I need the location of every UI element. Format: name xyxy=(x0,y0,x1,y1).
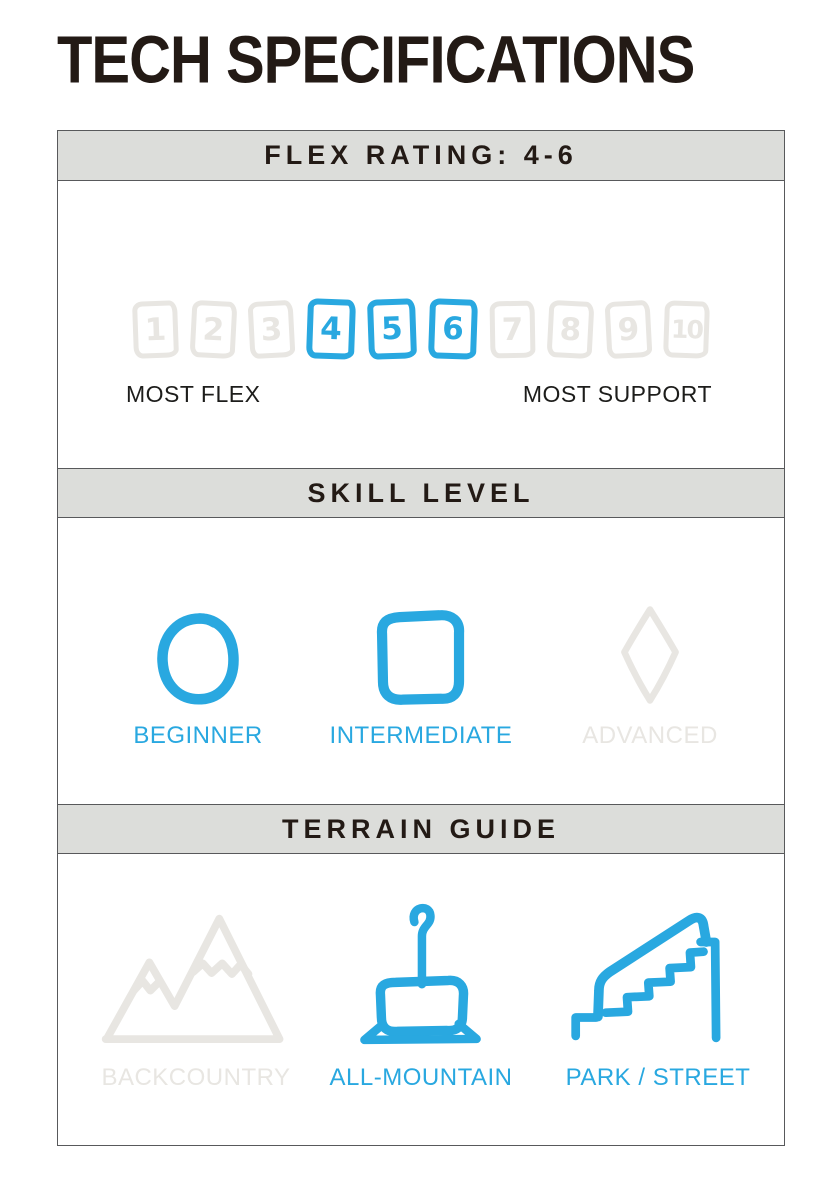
skill-item-label: BEGINNER xyxy=(133,722,263,749)
flex-scale-number-6: 6 xyxy=(428,298,478,360)
section-header-skill-level xyxy=(58,468,784,518)
flex-scale-number-1: 1 xyxy=(132,300,179,359)
terrain-item-label: ALL-MOUNTAIN xyxy=(329,1064,513,1091)
flex-scale xyxy=(58,299,784,359)
flex-scale-number-8: 8 xyxy=(547,299,595,358)
chairlift-icon xyxy=(355,894,487,1050)
flex-scale-labels xyxy=(126,381,712,408)
skill-item-beginner xyxy=(88,602,308,750)
circle-icon xyxy=(150,602,246,708)
terrain-item-label: PARK / STREET xyxy=(565,1064,751,1091)
most-support-label: MOST SUPPORT xyxy=(522,381,712,407)
page-title-text: TECH SPECIFICATIONS xyxy=(57,22,695,98)
skill-item-intermediate xyxy=(311,602,531,750)
rail-stairs-icon xyxy=(566,894,750,1050)
flex-rating-section xyxy=(58,181,784,468)
skill-level-header-label: SKILL LEVEL xyxy=(307,477,535,508)
terrain-item-label: BACKCOUNTRY xyxy=(101,1064,291,1091)
most-flex-label: MOST FLEX xyxy=(126,381,261,407)
flex-scale-number-3: 3 xyxy=(248,299,296,358)
flex-scale-number-7: 7 xyxy=(490,300,536,358)
flex-scale-number-5: 5 xyxy=(367,298,417,360)
terrain-item-all-mountain xyxy=(308,894,534,1092)
page-title xyxy=(57,22,695,98)
skill-level-section xyxy=(58,518,784,804)
skill-item-label: INTERMEDIATE xyxy=(329,722,513,749)
tech-specs-panel xyxy=(57,130,785,1146)
flex-scale-number-2: 2 xyxy=(190,299,238,358)
terrain-item-backcountry xyxy=(90,894,302,1092)
terrain-guide-header-label: TERRAIN GUIDE xyxy=(281,813,560,844)
skill-item-label: ADVANCED xyxy=(582,722,718,749)
section-header-terrain-guide xyxy=(58,804,784,854)
diamond-icon xyxy=(610,602,690,708)
mountains-icon xyxy=(94,894,298,1050)
flex-scale-number-10: 10 xyxy=(663,300,710,359)
terrain-item-park-street xyxy=(544,894,772,1092)
flex-rating-header-label: FLEX RATING: 4-6 xyxy=(264,140,578,170)
square-icon xyxy=(374,602,468,708)
flex-scale-number-9: 9 xyxy=(605,299,653,358)
terrain-guide-section xyxy=(58,854,784,1145)
skill-item-advanced xyxy=(540,602,760,750)
flex-scale-number-4: 4 xyxy=(306,298,356,360)
section-header-flex-rating xyxy=(58,131,784,181)
